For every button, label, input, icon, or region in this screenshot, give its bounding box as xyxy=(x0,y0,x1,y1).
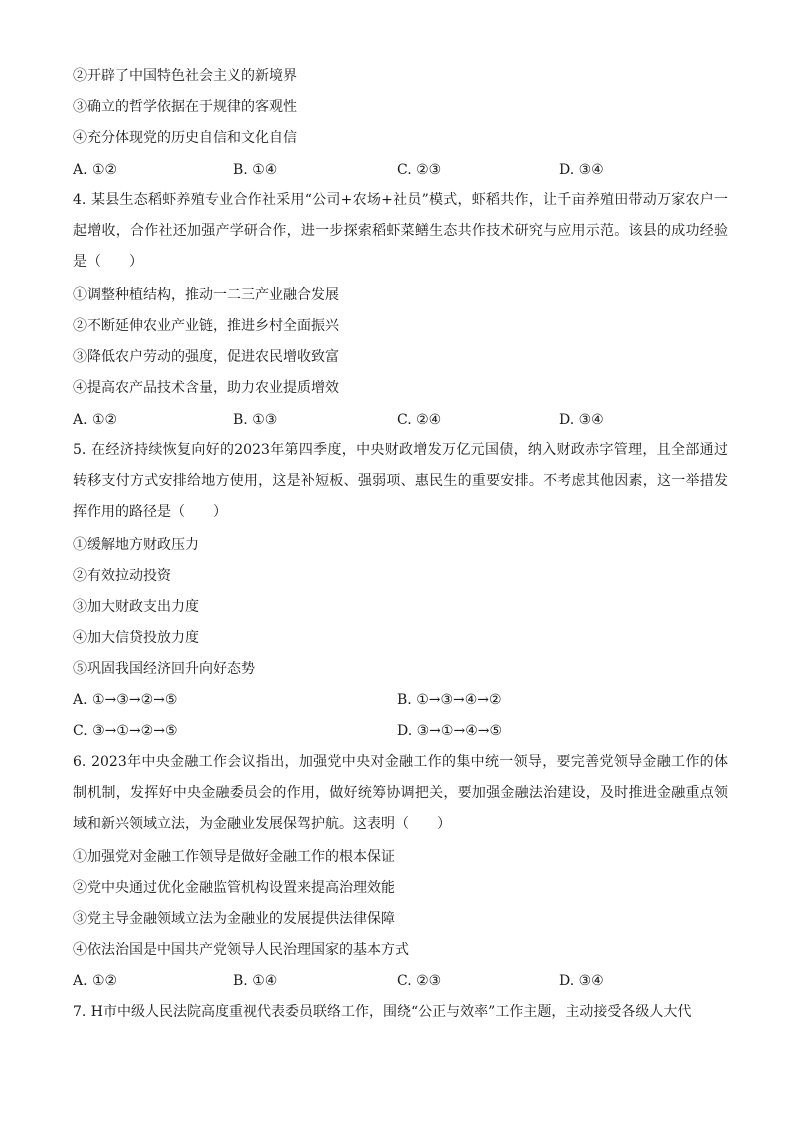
q4-option-c: C. ②④ xyxy=(397,412,442,428)
q6-item-2: ②党中央通过优化金融监管机构设置来提高治理效能 xyxy=(73,880,395,896)
q5-item-2: ②有效拉动投资 xyxy=(73,568,171,584)
q4-option-d: D. ③④ xyxy=(559,412,604,428)
q5-item-3: ③加大财政支出力度 xyxy=(73,599,199,615)
q3-option-c: C. ②③ xyxy=(397,162,442,178)
q4-option-a: A. ①② xyxy=(73,412,118,428)
q5-option-d: D. ③→①→④→⑤ xyxy=(397,723,503,739)
q6-option-a: A. ①② xyxy=(73,973,118,989)
q4-item-2: ②不断延伸农业产业链，推进乡村全面振兴 xyxy=(73,318,339,334)
q3-options xyxy=(73,160,733,180)
q5-options-row-2 xyxy=(73,721,733,741)
q3-item-4: ④充分体现党的历史自信和文化自信 xyxy=(73,130,297,146)
q5-option-b: B. ①→③→④→② xyxy=(397,692,502,708)
q6-option-d: D. ③④ xyxy=(559,973,604,989)
q6-item-1: ①加强党对金融工作领导是做好金融工作的根本保证 xyxy=(73,849,395,865)
q5-options-row-1 xyxy=(73,690,733,710)
q3-item-2: ②开辟了中国特色社会主义的新境界 xyxy=(73,68,297,84)
q7-stem: 7. H市中级人民法院高度重视代表委员联络工作，围绕“公正与效率”工作主题，主动接受各级人大代 xyxy=(73,1004,692,1020)
q6-option-b: B. ①④ xyxy=(233,973,278,989)
q6-option-c: C. ②③ xyxy=(397,973,442,989)
q3-option-a: A. ①② xyxy=(73,162,118,178)
q4-stem: 4. 某县生态稻虾养殖专业合作社采用“公司+农场+社员”模式，虾稻共作，让千亩养殖田带动万家农户一起增收，合作社还加强产学研合作，进一步探索稻虾菜鳝生态共作技术研究与应用示范。该县的成功经验是（ ） xyxy=(73,192,728,270)
q4-option-b: B. ①③ xyxy=(233,412,278,428)
q5-option-c: C. ③→①→②→⑤ xyxy=(73,723,178,739)
q4-item-4: ④提高农产品技术含量，助力农业提质增效 xyxy=(73,380,339,396)
q4-item-3: ③降低农户劳动的强度，促进农民增收致富 xyxy=(73,349,339,365)
q6-stem: 6. 2023年中央金融工作会议指出，加强党中央对金融工作的集中统一领导，要完善党领导金融工作的体制机制，发挥好中央金融委员会的作用，做好统筹协调把关，要加强金融法治建设，及时推进金融重点领域和新兴领域立法，为金融业发展保驾护航。这表明（ ） xyxy=(73,754,728,832)
q5-item-1: ①缓解地方财政压力 xyxy=(73,537,199,553)
q5-option-a: A. ①→③→②→⑤ xyxy=(73,692,178,708)
q4-options xyxy=(73,410,733,430)
q5-item-4: ④加大信贷投放力度 xyxy=(73,630,199,646)
q6-item-3: ③党主导金融领域立法为金融业的发展提供法律保障 xyxy=(73,911,395,927)
q3-option-b: B. ①④ xyxy=(233,162,278,178)
q5-stem: 5. 在经济持续恢复向好的2023年第四季度，中央财政增发万亿元国债，纳入财政赤字管理，且全部通过转移支付方式安排给地方使用，这是补短板、强弱项、惠民生的重要安排。不考虑其他因素，这一举措发挥作用的路径是（ ） xyxy=(73,442,728,520)
q5-item-5: ⑤巩固我国经济回升向好态势 xyxy=(73,661,255,677)
q6-options xyxy=(73,971,733,991)
q3-item-3: ③确立的哲学依据在于规律的客观性 xyxy=(73,99,297,115)
q6-item-4: ④依法治国是中国共产党领导人民治理国家的基本方式 xyxy=(73,942,409,958)
q4-item-1: ①调整种植结构，推动一二三产业融合发展 xyxy=(73,287,339,303)
q3-option-d: D. ③④ xyxy=(559,162,604,178)
